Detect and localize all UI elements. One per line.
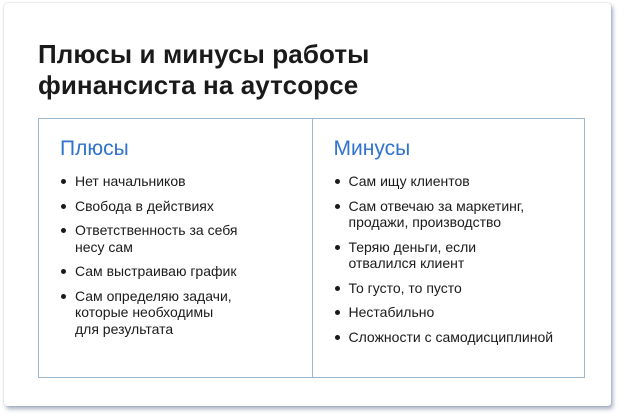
page-title: Плюсы и минусы работы финансиста на аутсорсе bbox=[38, 39, 370, 100]
list-item-text: Ответственность за себя несу сам bbox=[75, 222, 238, 255]
bullet-icon bbox=[335, 310, 340, 315]
list-item-text: Сам ищу клиентов bbox=[348, 173, 470, 189]
list-item-text: Нестабильно bbox=[348, 304, 435, 320]
pros-cons-table bbox=[38, 118, 585, 378]
list-item bbox=[60, 173, 312, 190]
list-item bbox=[334, 173, 585, 190]
bullet-icon bbox=[335, 204, 340, 209]
list-item-text: Сложности с самодисциплиной bbox=[348, 328, 554, 345]
pros-heading: Плюсы bbox=[60, 137, 129, 160]
list-item-text: Сам отвечаю за маркетинг, продажи, производство bbox=[348, 197, 525, 230]
list-item-text: Сам определяю задачи, которые необходимы для результата bbox=[75, 287, 232, 337]
list-item bbox=[60, 198, 312, 215]
list-item bbox=[60, 288, 312, 338]
bullet-icon bbox=[335, 179, 340, 184]
list-item bbox=[334, 329, 585, 346]
list-item-text: Теряю деньги, если отвалился клиент bbox=[348, 238, 477, 271]
cons-list bbox=[334, 173, 585, 345]
list-item-text: Сам выстраиваю график bbox=[75, 263, 237, 279]
bullet-icon bbox=[61, 228, 66, 233]
bullet-icon bbox=[61, 204, 66, 209]
list-item bbox=[334, 304, 585, 321]
cons-heading: Минусы bbox=[333, 137, 411, 160]
card bbox=[4, 3, 611, 406]
bullet-icon bbox=[61, 294, 66, 299]
bullet-icon bbox=[335, 245, 340, 250]
bullet-icon bbox=[61, 179, 66, 184]
cons-column bbox=[312, 119, 585, 377]
list-item bbox=[334, 280, 585, 297]
list-item bbox=[60, 222, 312, 255]
pros-list bbox=[60, 173, 312, 337]
list-item bbox=[60, 263, 312, 280]
list-item-text: То густо, то пусто bbox=[348, 279, 462, 296]
list-item-text: Нет начальников bbox=[75, 173, 186, 189]
pros-column bbox=[39, 119, 312, 377]
bullet-icon bbox=[61, 269, 66, 274]
list-item bbox=[334, 198, 585, 231]
list-item bbox=[334, 239, 585, 272]
bullet-icon bbox=[335, 286, 340, 291]
bullet-icon bbox=[335, 335, 340, 340]
list-item-text: Свобода в действиях bbox=[75, 197, 214, 214]
